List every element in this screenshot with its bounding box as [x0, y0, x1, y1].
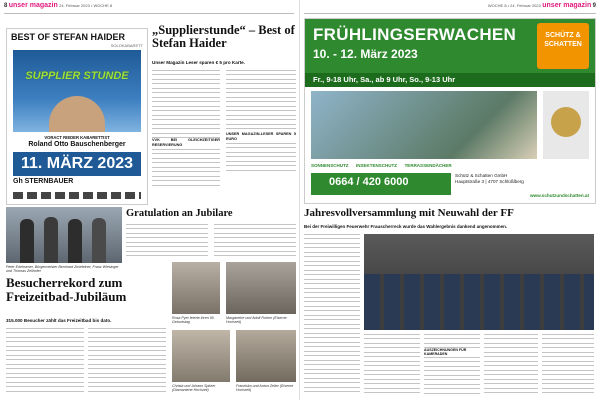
poster-subtitle: SOLOKABARETT: [110, 43, 143, 48]
right-page-number: 9: [592, 3, 596, 9]
right-brand: unser magazin: [542, 2, 592, 9]
poster-date-band: [13, 152, 141, 176]
ff-members: [364, 274, 594, 330]
right-page-header: [488, 2, 596, 9]
article4-col2-text: [364, 334, 420, 394]
ad-categories: [311, 163, 537, 168]
spring-ad: [304, 18, 596, 204]
article1-subhead2: UNSER MAGAZIN-LESER SPAREN 5 EURO: [226, 132, 296, 141]
jubilar-caption-1: Rosa Pyer feierte ihren 90. Geburtstag: [172, 316, 215, 325]
ad-badge-image: [543, 91, 589, 159]
person-silhouette: [92, 218, 106, 263]
ad-web: www.schutzundschatten.at: [529, 193, 589, 198]
article2-col2-text: [214, 224, 296, 260]
person-silhouette: [20, 219, 34, 263]
jubilar-photo-2: [226, 262, 296, 314]
article4-subhead: AUSZEICHNUNGEN FÜR KAMERADEN: [424, 348, 467, 356]
article1-col2-text: [226, 70, 296, 132]
article4-lead: Bei der Freiwilligen Feuerwehr Frauscherreck wurde das Wahlergebnis dankend angenommen.: [304, 224, 508, 229]
jubilar-caption-3: Christa und Johann Spitzer (Diamantene Hochzeit): [172, 384, 216, 393]
article3-lead: 315.000 Besucher zählt das Freizeitbad bis dato.: [6, 318, 112, 323]
ad-logo-text: SCHÜTZ & SCHATTEN: [544, 32, 582, 48]
jubilar-caption-2: Margarethe und Adolf Rother (Eiserne Hochzeit): [226, 316, 287, 325]
ad-terrace-image: [311, 91, 537, 159]
left-brand: unser magazin: [8, 2, 58, 9]
poster-show-title: SUPPLIER STUNDE: [25, 70, 129, 82]
pool-photo: [6, 207, 122, 263]
person-silhouette: [68, 219, 82, 263]
ad-category-2: INSEKTENSCHUTZ: [356, 163, 398, 168]
ad-dates: 10. - 12. März 2023: [313, 47, 418, 61]
article1-col1-text: [152, 70, 220, 138]
article4-col3: [424, 334, 480, 395]
anniversary-badge-icon: [551, 107, 581, 137]
ad-logo: [537, 23, 589, 69]
ad-hours: Fr., 9-18 Uhr, Sa., ab 9 Uhr, So., 9-13 Uhr: [313, 75, 456, 84]
ad-company: Schütz & Schatten GmbH: [455, 173, 508, 178]
ad-category-1: SONNENSCHUTZ: [311, 163, 349, 168]
left-header-rule: [4, 13, 294, 14]
left-page-number: 8: [4, 3, 8, 9]
jubilar-caption-4: Franziska und Anton Zeller (Eiserne Hochzeit): [236, 384, 294, 393]
poster-tagline: VORACT RIEDER KABARETTIST: [44, 135, 110, 140]
article1-col2: [226, 70, 296, 203]
poster-venue: Gh STERNBAUER: [13, 178, 74, 185]
poster-date: 11. MÄRZ 2023: [20, 155, 134, 172]
jubilar-photo-1: [172, 262, 220, 314]
sponsor-logos: [13, 192, 141, 199]
jubilar-photo-3: [172, 330, 230, 382]
ad-address: Hauptstraße 3 | 4707 Schlüßlberg: [455, 179, 524, 184]
left-page-header: [4, 2, 112, 9]
article4-title: Jahresvollversammlung mit Neuwahl der FF: [304, 207, 514, 219]
article4-col1-text: [304, 234, 360, 394]
ad-title: FRÜHLINGSERWACHEN: [313, 25, 517, 44]
right-header-rule: [304, 13, 596, 14]
page-fold: [299, 0, 300, 400]
article4-col3-text2: [424, 357, 480, 395]
right-date: WOCHE 8 • 24. Februar 2023: [487, 3, 541, 8]
article4-col4-text: [484, 334, 538, 394]
article4-col5-text: [542, 334, 594, 394]
poster-image: [13, 50, 141, 132]
ad-phone: 0664 / 420 6000: [329, 176, 409, 188]
article1-col1-text2: [152, 149, 220, 189]
pool-photo-caption: Peter Erlehsener, Bürgermeister Bernhard Zwiefelner, Franz Wiesinger und Thomas Zeilhofer: [6, 265, 119, 274]
article3-col1-text: [6, 328, 84, 394]
poster-title: BEST OF STEFAN HAIDER: [11, 32, 126, 42]
article1-subhead1: VVK BEI GLEICHZEITIGER RESERVIERUNG: [152, 138, 220, 147]
article1-col2-text2: [226, 143, 296, 173]
article3-title: Besucherrekord zum Freizeitbad-Jubiläum: [6, 275, 127, 304]
article1-title: „Supplierstunde“ – Best of Stefan Haider: [152, 23, 295, 51]
performer-figure: [49, 96, 105, 132]
article1-col1: [152, 70, 220, 203]
poster-act: Roland Otto Bauschenberger: [28, 141, 126, 148]
jubilar-photo-4: [236, 330, 296, 382]
ad-contact: [455, 173, 589, 185]
article2-title: Gratulation an Jubilare: [126, 208, 233, 219]
ad-hours-band: [305, 73, 595, 87]
event-poster: [6, 28, 148, 205]
left-date: 24. Februar 2023 • WOCHE 8: [59, 3, 113, 8]
article3-col2-text: [88, 328, 166, 394]
person-silhouette: [44, 217, 58, 263]
article2-col1-text: [126, 224, 208, 260]
ff-group-photo: [364, 234, 594, 330]
article4-col3-text: [424, 334, 480, 348]
ad-category-3: TERRASSENDÄCHER: [404, 163, 452, 168]
ad-phone-band: [311, 173, 451, 195]
article1-lead: Unser Magazin Leser sparen € 5 pro Karte.: [152, 60, 245, 65]
